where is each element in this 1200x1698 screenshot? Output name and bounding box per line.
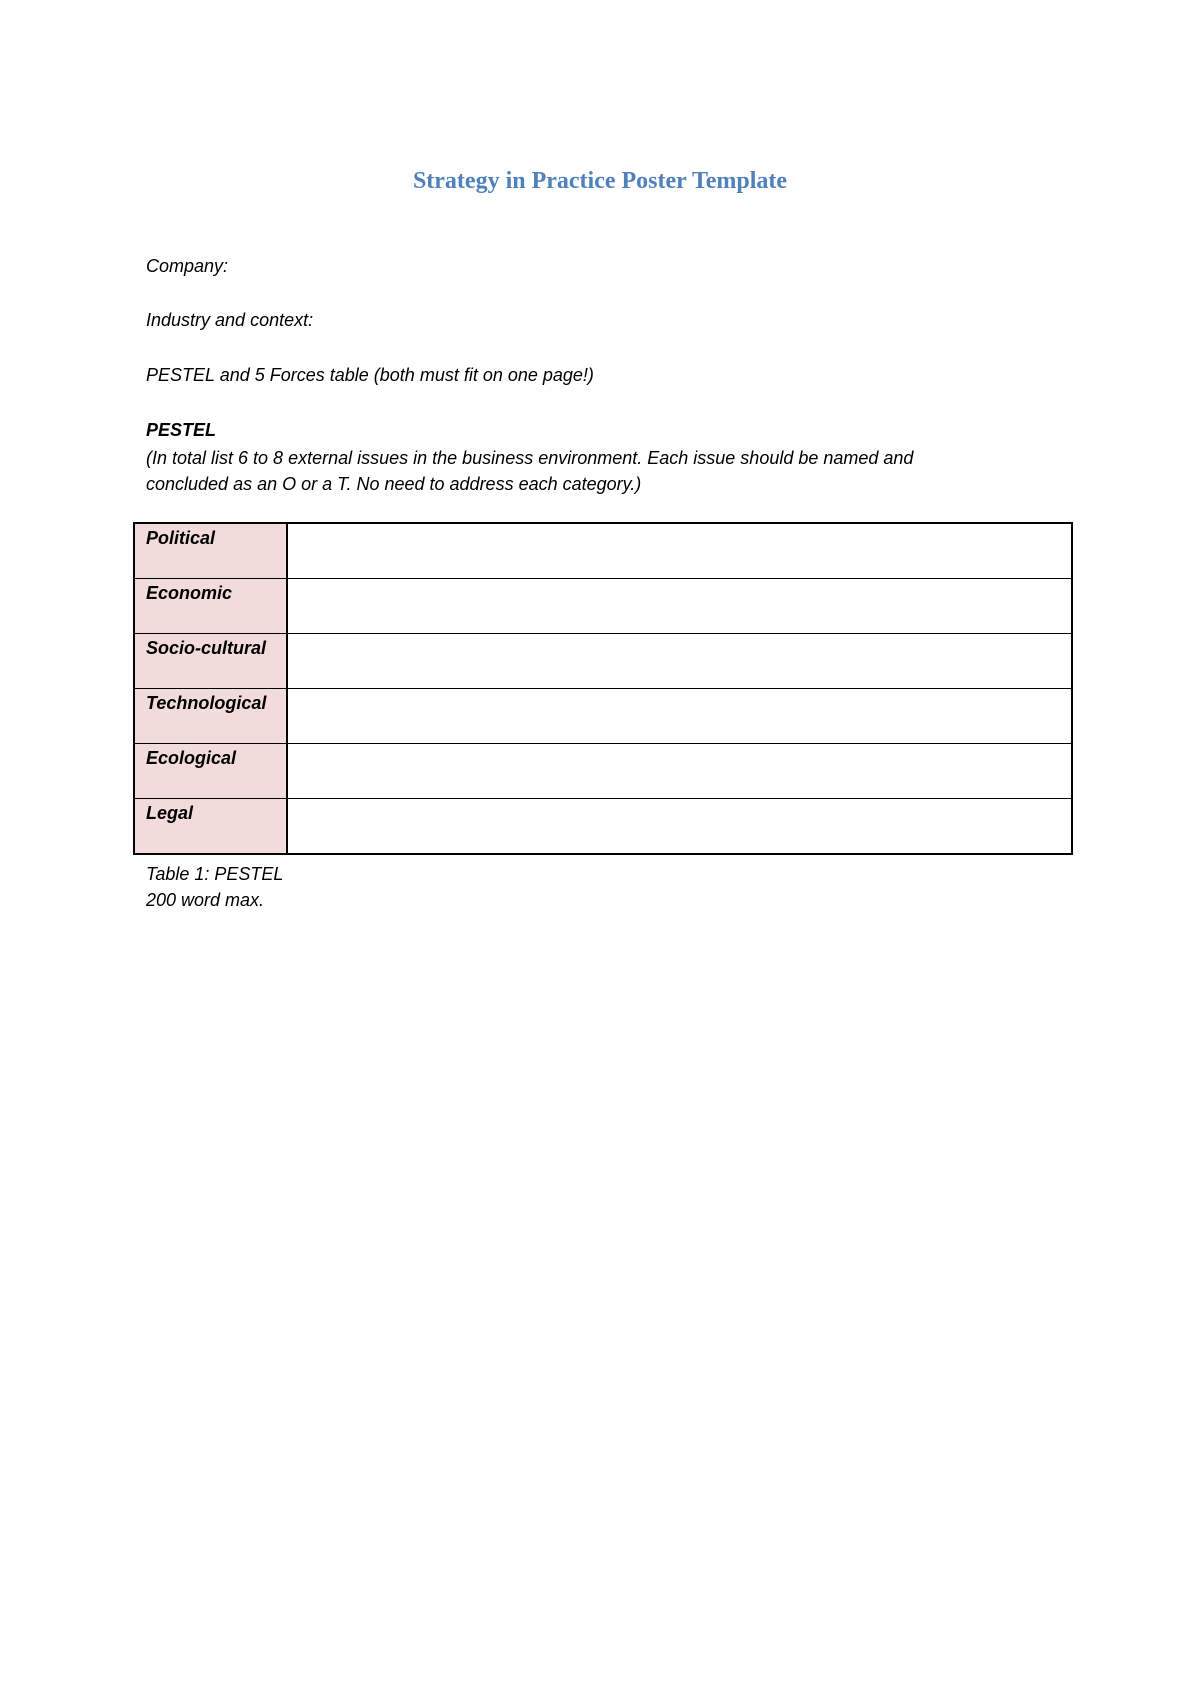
table-row: [134, 799, 1072, 855]
pestel-instruction-line-1: (In total list 6 to 8 external issues in the business environment. Each issue should be named and: [146, 448, 914, 468]
pestel-label-political: Political: [134, 523, 287, 579]
document-title: Strategy in Practice Poster Template: [412, 168, 788, 194]
pestel-label-ecological: Ecological: [134, 744, 287, 799]
pestel-value-ecological[interactable]: [287, 744, 1072, 799]
tables-note: PESTEL and 5 Forces table (both must fit on one page!): [146, 365, 594, 385]
pestel-label-technological: Technological: [134, 689, 287, 744]
word-limit-note: 200 word max.: [146, 890, 265, 910]
pestel-instructions: [146, 445, 1046, 497]
table-row: [134, 744, 1072, 799]
company-label: Company:: [146, 256, 229, 276]
table-caption: Table 1: PESTEL: [146, 864, 284, 884]
table-row: [134, 689, 1072, 744]
pestel-value-socio-cultural[interactable]: [287, 634, 1072, 689]
pestel-table: [133, 522, 1073, 855]
pestel-label-economic: Economic: [134, 579, 287, 634]
industry-context-label: Industry and context:: [146, 310, 314, 330]
pestel-heading: PESTEL: [146, 420, 217, 440]
table-row: [134, 579, 1072, 634]
pestel-label-legal: Legal: [134, 799, 287, 855]
pestel-value-legal[interactable]: [287, 799, 1072, 855]
table-row: [134, 634, 1072, 689]
table-row: [134, 523, 1072, 579]
pestel-value-political[interactable]: [287, 523, 1072, 579]
pestel-value-economic[interactable]: [287, 579, 1072, 634]
pestel-instruction-line-2: concluded as an O or a T. No need to address each category.): [146, 474, 642, 494]
pestel-value-technological[interactable]: [287, 689, 1072, 744]
pestel-label-socio-cultural: Socio-cultural: [134, 634, 287, 689]
